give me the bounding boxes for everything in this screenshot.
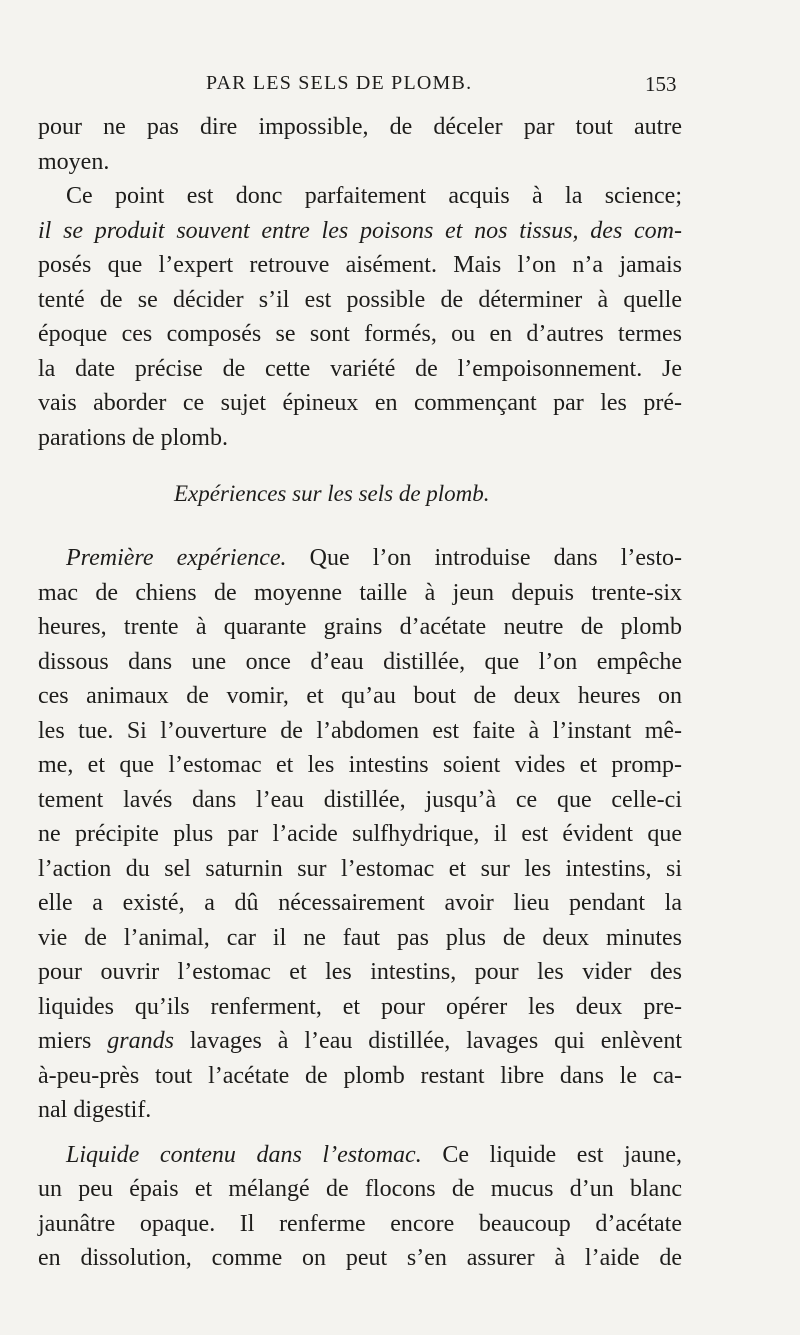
liquid-label: Liquide contenu dans l’estomac. — [66, 1141, 422, 1168]
experiment-label: Première expérience. — [66, 545, 287, 571]
text-line: les tue. Si l’ouverture de l’abdomen est faite à l’instant mê- — [38, 717, 682, 744]
text-line: me, et que l’estomac et les intestins soient vides et promp- — [38, 752, 682, 778]
text-line: jaunâtre opaque. Il renferme encore beaucoup d’acétate — [38, 1210, 682, 1237]
text-line: parations de plomb. — [38, 424, 228, 451]
text-line: époque ces composés se sont formés, ou en d’autres termes — [38, 321, 682, 347]
text-line — [38, 541, 682, 576]
text-line — [38, 1024, 682, 1059]
paragraph-science — [38, 179, 682, 455]
paragraph-continuation — [38, 110, 682, 179]
text-line: à-peu-près tout l’acétate de plomb restant libre dans le ca- — [38, 1062, 682, 1089]
text-run: miers — [38, 1028, 92, 1054]
text-line: pour ne pas dire impossible, de déceler par tout autre — [38, 114, 682, 140]
text-line: dissous dans une once d’eau distillée, que l’on empêche — [38, 648, 682, 675]
text-line: vais aborder ce sujet épineux en commençant par les pré- — [38, 390, 682, 416]
paragraph-experiment — [38, 541, 682, 1128]
text-line: ne précipite plus par l’acide sulfhydrique, il est évident que — [38, 821, 682, 847]
text-line: en dissolution, comme on peut s’en assurer à l’aide de — [38, 1245, 682, 1271]
text-line: elle a existé, a dû nécessairement avoir lieu pendant la — [38, 890, 682, 916]
text-line: tenté de se décider s’il est possible de déterminer à quelle — [38, 286, 682, 313]
text-run: Que l’on introduise dans l’esto- — [309, 545, 683, 571]
text-line: un peu épais et mélangé de flocons de mucus d’un blanc — [38, 1176, 682, 1202]
running-head — [38, 66, 704, 106]
running-title: PAR LES SELS DE PLOMB. — [206, 72, 473, 94]
paragraph-liquid — [38, 1138, 682, 1276]
text-line: vie de l’animal, car il ne faut pas plus de deux minutes — [38, 924, 682, 951]
text-line-italic: il se produit souvent entre les poisons et nos tissus, des com- — [38, 217, 682, 244]
text-line: pour ouvrir l’estomac et les intestins, pour les vider des — [38, 959, 682, 985]
text-line: moyen. — [38, 148, 110, 175]
text-line: tement lavés dans l’eau distillée, jusqu’à ce que celle-ci — [38, 786, 682, 813]
text-line: Ce point est donc parfaitement acquis à la science; — [66, 183, 682, 209]
text-line: posés que l’expert retrouve aisément. Mais l’on n’a jamais — [38, 252, 682, 278]
text-run: lavages à l’eau distillée, lavages qui enlèvent — [189, 1028, 682, 1054]
text-line: heures, trente à quarante grains d’acétate neutre de plomb — [38, 614, 682, 640]
text-line: ces animaux de vomir, et qu’au bout de deux heures on — [38, 683, 682, 709]
text-line: la date précise de cette variété de l’empoisonnement. Je — [38, 355, 682, 382]
emphasis-grands: grands — [107, 1028, 174, 1054]
text-line: l’action du sel saturnin sur l’estomac et sur les intestins, si — [38, 855, 682, 882]
text-line: mac de chiens de moyenne taille à jeun depuis trente-six — [38, 579, 682, 606]
section-heading: Expériences sur les sels de plomb. — [174, 481, 490, 506]
text-line: nal digestif. — [38, 1097, 152, 1123]
text-run: Ce liquide est jaune, — [442, 1141, 683, 1168]
text-line — [38, 1138, 682, 1173]
text-line: liquides qu’ils renferment, et pour opérer les deux pre- — [38, 993, 682, 1020]
page-number: 153 — [645, 72, 677, 96]
